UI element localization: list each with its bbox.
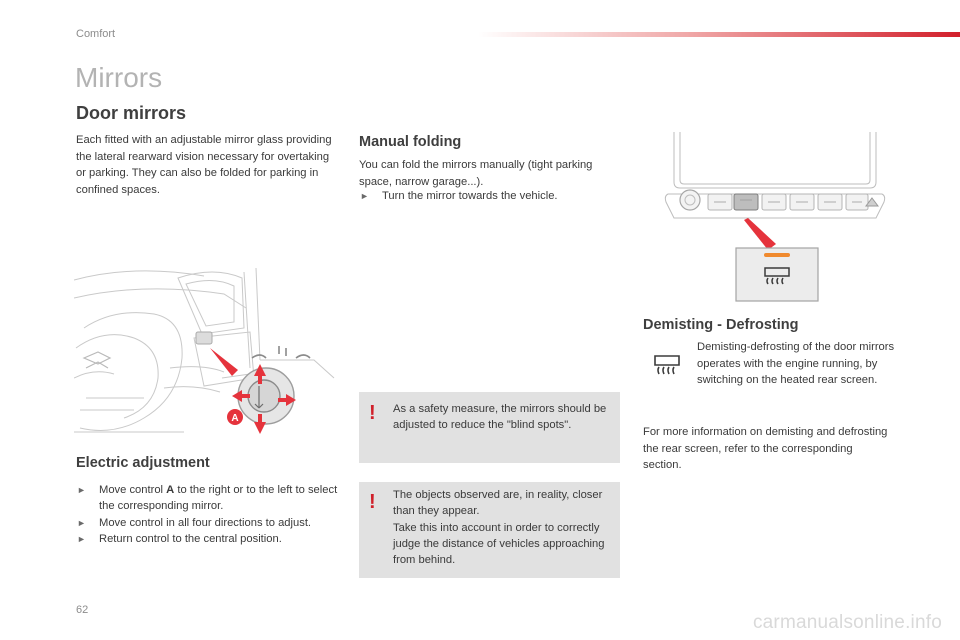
- bullet-arrow-icon: ►: [77, 517, 86, 528]
- step-text: to the right or to the left to select the corresponding mirror.: [99, 484, 338, 513]
- control-reference: A: [166, 484, 175, 496]
- warning-line: Take this into account in order to correctly judge the distance of vehicles approaching from behind.: [393, 521, 605, 567]
- door-mirrors-intro: Each fitted with an adjustable mirror glass providing the lateral rearward vision necessary for overtaking or parking. They can also be folded for parking in confined spaces.: [76, 134, 332, 196]
- step-text: Turn the mirror towards the vehicle.: [382, 190, 558, 202]
- header-accent-bar: [478, 32, 960, 37]
- rear-screen-defrost-icon: [652, 354, 682, 376]
- step-text: Move control: [99, 484, 167, 496]
- bullet-arrow-icon: ►: [77, 533, 86, 544]
- objects-warning-box: [359, 482, 620, 578]
- page-title: Mirrors: [75, 62, 163, 93]
- control-a-label: A: [231, 413, 239, 424]
- list-item: [76, 515, 338, 531]
- dashboard-drawing: [664, 132, 886, 304]
- mirror-control-illustration: [74, 268, 342, 440]
- exclamation-icon: !: [369, 402, 376, 424]
- manual-folding-text: You can fold the mirrors manually (tight parking space, narrow garage...).: [359, 159, 593, 188]
- page-number: 62: [76, 604, 89, 616]
- door-mirrors-heading: Door mirrors: [76, 103, 187, 123]
- step-text: Move control in all four directions to adjust.: [99, 516, 312, 529]
- manual-folding-steps: [359, 188, 621, 204]
- demisting-heading: Demisting - Defrosting: [643, 317, 799, 333]
- list-item: [359, 188, 621, 204]
- electric-adjustment-steps: [76, 482, 338, 547]
- mirror-control-drawing: [74, 268, 342, 440]
- objects-warning-text: [393, 487, 613, 568]
- safety-warning-text: As a safety measure, the mirrors should be adjusted to reduce the "blind spots".: [393, 403, 607, 432]
- demisting-text: Demisting-defrosting of the door mirrors operates with the engine running, by switching on the heated rear screen.: [697, 341, 895, 386]
- safety-warning-box: [359, 392, 620, 463]
- bullet-arrow-icon: ►: [360, 191, 369, 201]
- warning-line: The objects observed are, in reality, closer than they appear.: [393, 489, 603, 518]
- list-item: [76, 482, 338, 515]
- header-section-label: Comfort: [76, 28, 116, 40]
- bullet-arrow-icon: ►: [77, 485, 86, 495]
- list-item: [76, 531, 338, 547]
- manual-folding-heading: Manual folding: [359, 134, 462, 150]
- defrost-button-illustration: [664, 132, 886, 304]
- electric-adjustment-heading: Electric adjustment: [76, 455, 210, 471]
- demisting-more-info: For more information on demisting and defrosting the rear screen, refer to the corresponding section.: [643, 426, 888, 471]
- step-text: Return control to the central position.: [99, 532, 282, 545]
- exclamation-icon: !: [369, 491, 376, 513]
- watermark: carmanualsonline.info: [752, 612, 942, 633]
